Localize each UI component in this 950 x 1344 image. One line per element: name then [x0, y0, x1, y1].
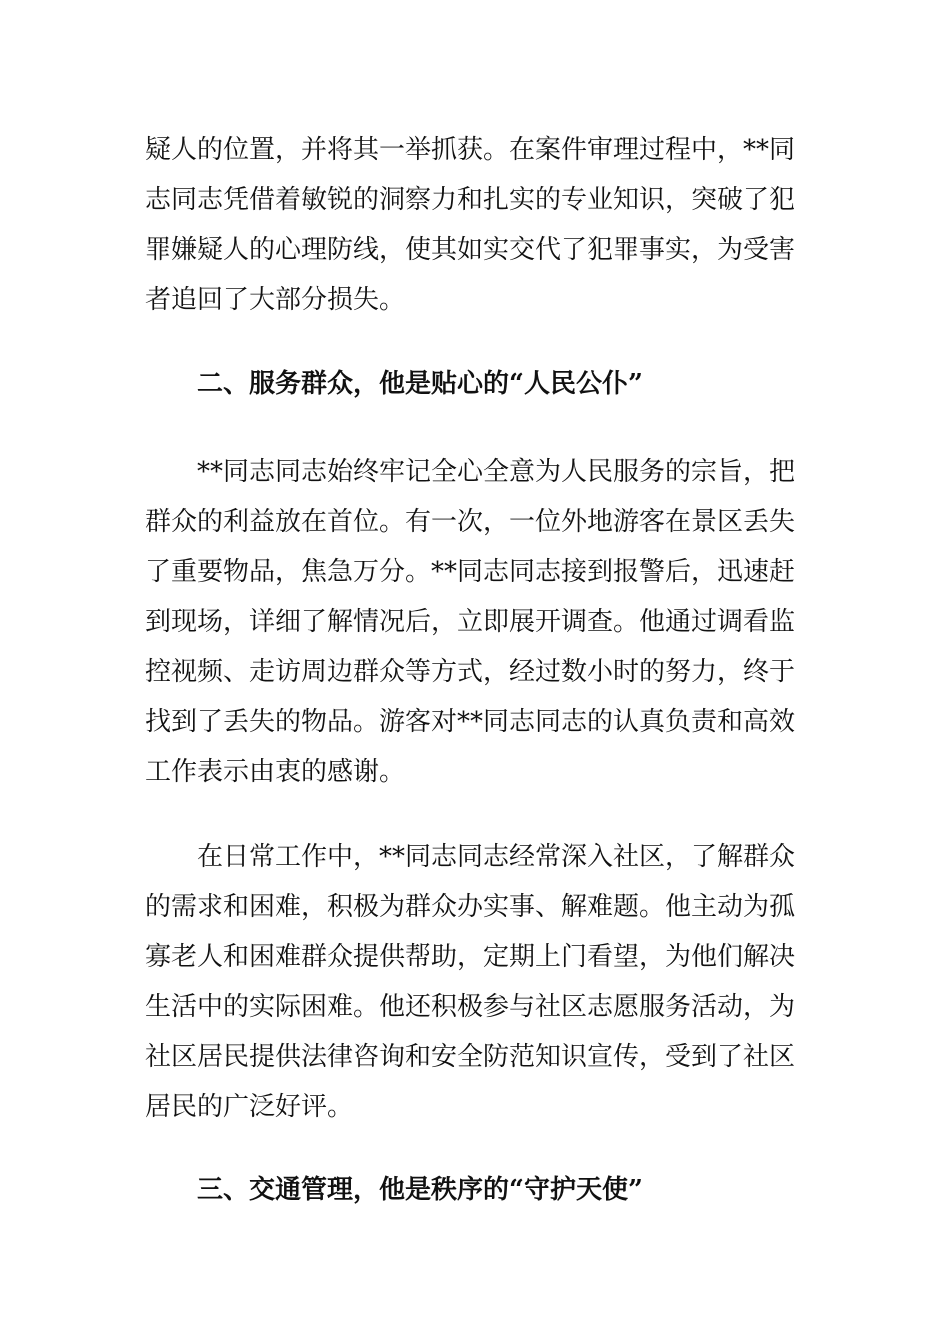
paragraph-line: 在日常工作中，**同志同志经常深入社区，了解群众 — [197, 842, 796, 872]
paragraph-line: 罪嫌疑人的心理防线，使其如实交代了犯罪事实，为受害 — [145, 235, 796, 265]
paragraph-line: 疑人的位置，并将其一举抓获。在案件审理过程中，**同 — [145, 135, 796, 165]
paragraph-line: 了重要物品，焦急万分。**同志同志接到报警后，迅速赶 — [145, 557, 796, 587]
paragraph-line: 到现场，详细了解情况后，立即展开调查。他通过调看监 — [145, 607, 796, 637]
paragraph-line: 找到了丢失的物品。游客对**同志同志的认真负责和高效 — [145, 707, 796, 737]
paragraph-line: 志同志凭借着敏锐的洞察力和扎实的专业知识，突破了犯 — [145, 185, 796, 215]
paragraph-line: 者追回了大部分损失。 — [145, 285, 406, 315]
section-heading: 二、服务群众，他是贴心的“人民公仆” — [197, 369, 643, 399]
paragraph-line: 的需求和困难，积极为群众办实事、解难题。他主动为孤 — [145, 892, 796, 922]
paragraph-line: 社区居民提供法律咨询和安全防范知识宣传，受到了社区 — [145, 1042, 796, 1072]
paragraph-line: 群众的利益放在首位。有一次，一位外地游客在景区丢失 — [145, 507, 796, 537]
paragraph-line: 生活中的实际困难。他还积极参与社区志愿服务活动，为 — [145, 992, 796, 1022]
paragraph-line: 工作表示由衷的感谢。 — [145, 757, 406, 787]
paragraph-line: **同志同志始终牢记全心全意为人民服务的宗旨，把 — [197, 457, 796, 487]
paragraph-line: 控视频、走访周边群众等方式，经过数小时的努力，终于 — [145, 657, 796, 687]
paragraph-line: 寡老人和困难群众提供帮助，定期上门看望，为他们解决 — [145, 942, 796, 972]
section-heading: 三、交通管理，他是秩序的“守护天使” — [197, 1175, 643, 1205]
paragraph-line: 居民的广泛好评。 — [145, 1092, 354, 1122]
